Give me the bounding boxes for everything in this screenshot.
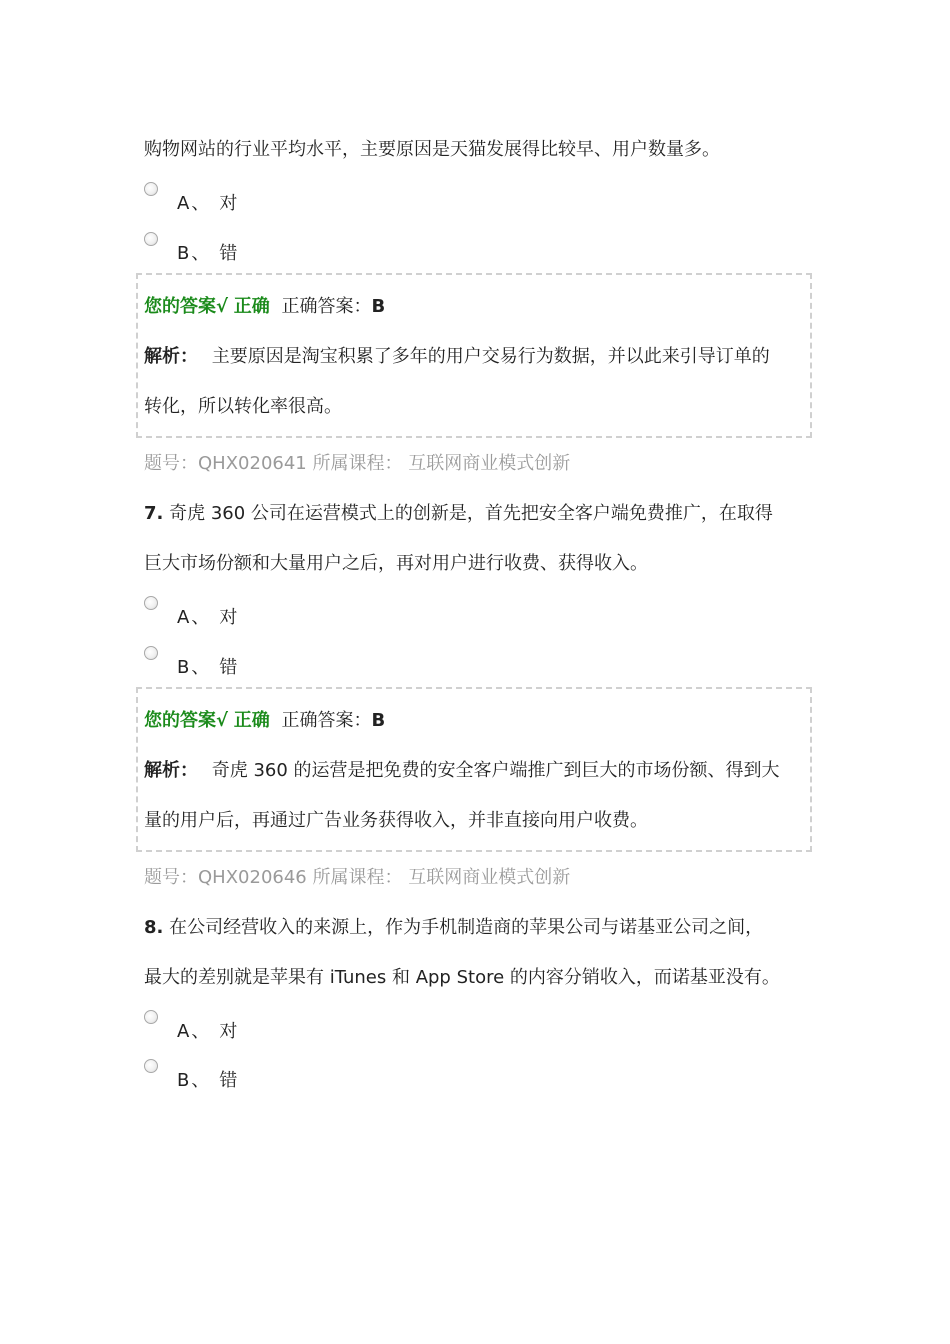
question-7-analysis-line-2: 量的用户后，再通过广告业务获得收入，并非直接向用户收费。 [144, 810, 648, 831]
question-7-answer-line [144, 709, 385, 733]
option-letter: B [177, 243, 190, 264]
question-number: 7. [144, 503, 164, 524]
option-separator: 、 [191, 607, 210, 628]
question-8-text-line-1 [144, 916, 763, 940]
correct-answer-label: 正确答案： [281, 710, 372, 731]
option-letter: B [177, 1070, 190, 1091]
option-label: 对 [219, 1021, 238, 1042]
question-6-meta: 题号：QHX020641 所属课程： 互联网商业模式创新 [144, 453, 571, 474]
option-label: 错 [219, 1070, 238, 1091]
option-label: 错 [219, 657, 238, 678]
correct-answer-value: B [371, 296, 386, 317]
analysis-label: 解析： [144, 346, 198, 367]
question-6-text-continuation: 购物网站的行业平均水平，主要原因是天猫发展得比较早、用户数量多。 [144, 139, 720, 160]
question-7-text-line-2: 巨大市场份额和大量用户之后，再对用户进行收费、获得收入。 [144, 553, 648, 574]
option-letter: B [177, 657, 190, 678]
analysis-text: 主要原因是淘宝积累了多年的用户交易行为数据，并以此来引导订单的 [211, 346, 770, 367]
radio-button[interactable] [144, 1010, 158, 1024]
question-6-analysis-line-2: 转化，所以转化率很高。 [144, 396, 342, 417]
analysis-label: 解析： [144, 760, 198, 781]
question-7-analysis-line-1 [144, 759, 780, 783]
question-text: 奇虎 360 公司在运营模式上的创新是，首先把安全客户端免费推广，在取得 [163, 503, 773, 524]
correct-answer-value: B [371, 710, 386, 731]
question-7-text-line-1 [144, 502, 773, 526]
radio-button[interactable] [144, 232, 158, 246]
option-letter: A [177, 1021, 190, 1042]
radio-button[interactable] [144, 182, 158, 196]
question-number: 8. [144, 917, 164, 938]
option-label: 对 [219, 607, 238, 628]
question-text: 在公司经营收入的来源上，作为手机制造商的苹果公司与诺基亚公司之间， [163, 917, 764, 938]
option-separator: 、 [191, 193, 210, 214]
option-letter: A [177, 193, 190, 214]
analysis-text: 奇虎 360 的运营是把免费的安全客户端推广到巨大的市场份额、得到大 [211, 760, 780, 781]
your-answer-status: 正确 [233, 710, 270, 731]
your-answer-label: 您的答案√ [144, 296, 229, 317]
radio-button[interactable] [144, 596, 158, 610]
option-label: 错 [219, 243, 238, 264]
question-6-answer-line [144, 295, 385, 319]
your-answer-status: 正确 [233, 296, 270, 317]
question-8-text-line-2: 最大的差别就是苹果有 iTunes 和 App Store 的内容分销收入，而诺基亚没有。 [144, 967, 780, 988]
question-6-analysis-line-1 [144, 345, 770, 369]
option-separator: 、 [191, 1070, 210, 1091]
your-answer-label: 您的答案√ [144, 710, 229, 731]
option-separator: 、 [191, 1021, 210, 1042]
option-separator: 、 [191, 657, 210, 678]
option-label: 对 [219, 193, 238, 214]
option-letter: A [177, 607, 190, 628]
question-7-meta: 题号：QHX020646 所属课程： 互联网商业模式创新 [144, 867, 571, 888]
option-separator: 、 [191, 243, 210, 264]
radio-button[interactable] [144, 646, 158, 660]
radio-button[interactable] [144, 1059, 158, 1073]
correct-answer-label: 正确答案： [281, 296, 372, 317]
